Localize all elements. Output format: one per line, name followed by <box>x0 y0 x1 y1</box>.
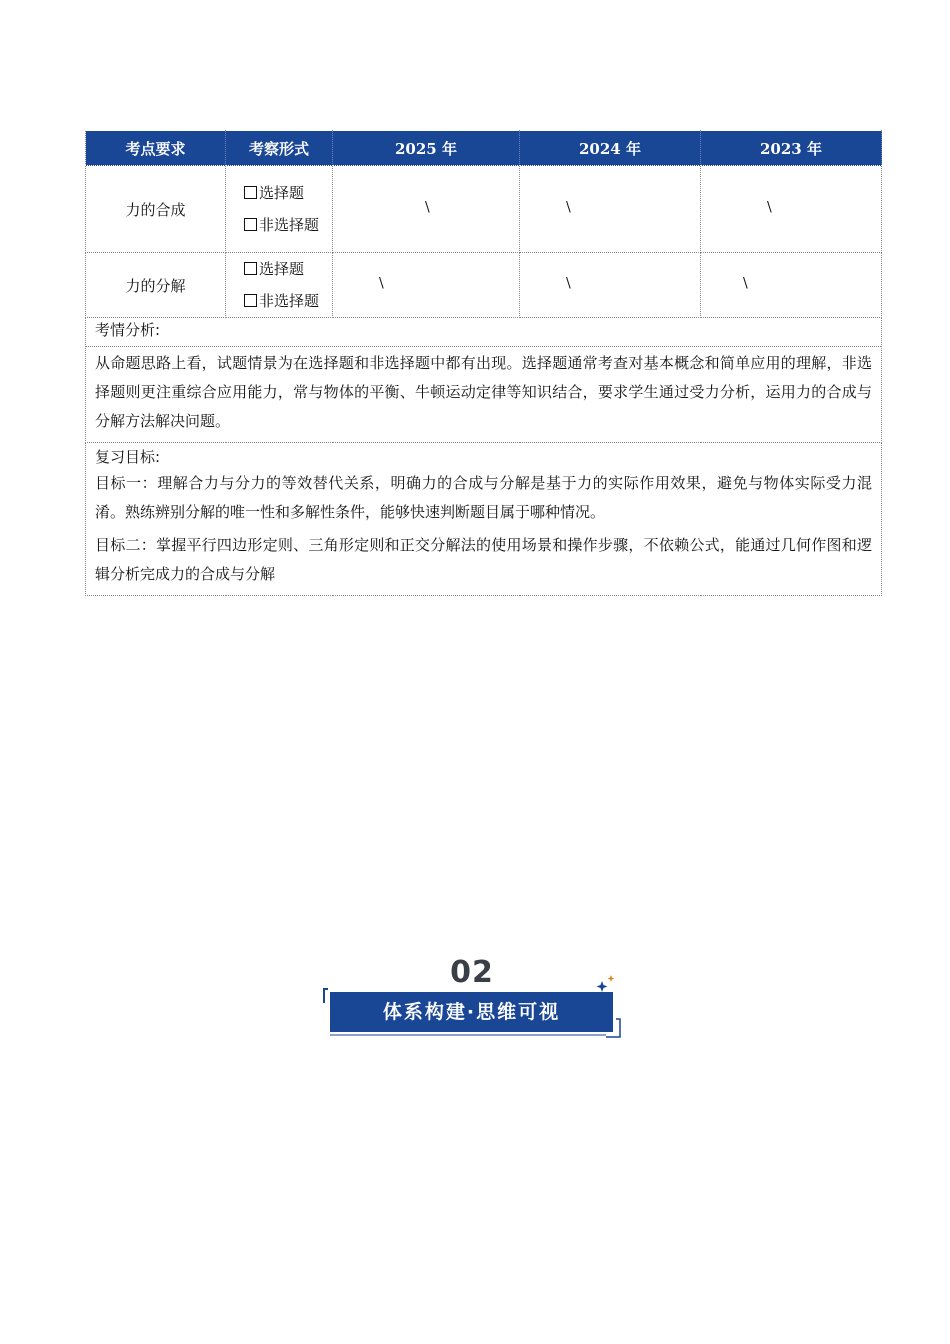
header-year-2025: 2025 年 <box>333 131 520 166</box>
form-option <box>244 253 332 285</box>
review-goal-1: 目标一：理解合力与分力的等效替代关系，明确力的合成与分解是基于力的实际作用效果，避免与物体实际受力混淆。熟练辨别分解的唯一性和多解性条件，能够快速判断题目属于哪种情况。 <box>95 474 872 521</box>
checkbox-icon <box>244 262 257 275</box>
year-cell <box>520 253 701 318</box>
header-form: 考察形式 <box>226 131 333 166</box>
header-topic: 考点要求 <box>86 131 226 166</box>
year-cell <box>333 253 520 318</box>
year-cell <box>333 166 520 253</box>
analysis-text: 从命题思路上看，试题情景为在选择题和非选择题中都有出现。选择题通常考查对基本概念和简单应用的理解，非选择题则更注重综合应用能力，常与物体的平衡、牛顿运动定律等知识结合，要求学生通过受力分析，运用力的合成与分解方法解决问题。 <box>95 354 872 430</box>
analysis-cell <box>86 318 882 443</box>
analysis-title: 考情分析: <box>86 318 881 347</box>
year-cell <box>701 253 882 318</box>
section-banner <box>322 955 622 1045</box>
form-cell <box>226 166 333 253</box>
checkbox-icon <box>244 294 257 307</box>
topic-cell: 力的合成 <box>86 166 226 253</box>
table-row <box>86 166 882 253</box>
table-row <box>86 253 882 318</box>
checkbox-icon <box>244 186 257 199</box>
form-option-label: 选择题 <box>259 260 305 278</box>
form-option <box>244 209 332 241</box>
header-year-2024: 2024 年 <box>520 131 701 166</box>
topic-cell: 力的分解 <box>86 253 226 318</box>
form-option <box>244 177 332 209</box>
review-cell <box>86 443 882 596</box>
review-title: 复习目标: <box>95 448 161 466</box>
year-mark: \ <box>425 199 430 216</box>
review-section <box>86 443 882 596</box>
review-goal-2: 目标二：掌握平行四边形定则、三角形定则和正交分解法的使用场景和操作步骤，不依赖公式，能通过几何作图和逻辑分析完成力的合成与分解 <box>95 536 872 583</box>
section-title: 体系构建·思维可视 <box>330 992 613 1032</box>
year-mark: \ <box>767 199 772 216</box>
year-mark: \ <box>743 275 748 292</box>
year-mark: \ <box>379 275 384 292</box>
analysis-section <box>86 318 882 443</box>
form-option <box>244 285 332 317</box>
form-option-label: 选择题 <box>259 184 305 202</box>
checkbox-icon <box>244 218 257 231</box>
form-option-label: 非选择题 <box>259 216 320 234</box>
section-number: 02 <box>450 955 494 990</box>
form-cell <box>226 253 333 318</box>
table-header-row <box>86 131 882 166</box>
year-cell <box>520 166 701 253</box>
year-mark: \ <box>566 275 571 292</box>
form-option-label: 非选择题 <box>259 292 320 310</box>
year-cell <box>701 166 882 253</box>
header-year-2023: 2023 年 <box>701 131 882 166</box>
year-mark: \ <box>566 199 571 216</box>
exam-requirements-table <box>85 130 882 596</box>
